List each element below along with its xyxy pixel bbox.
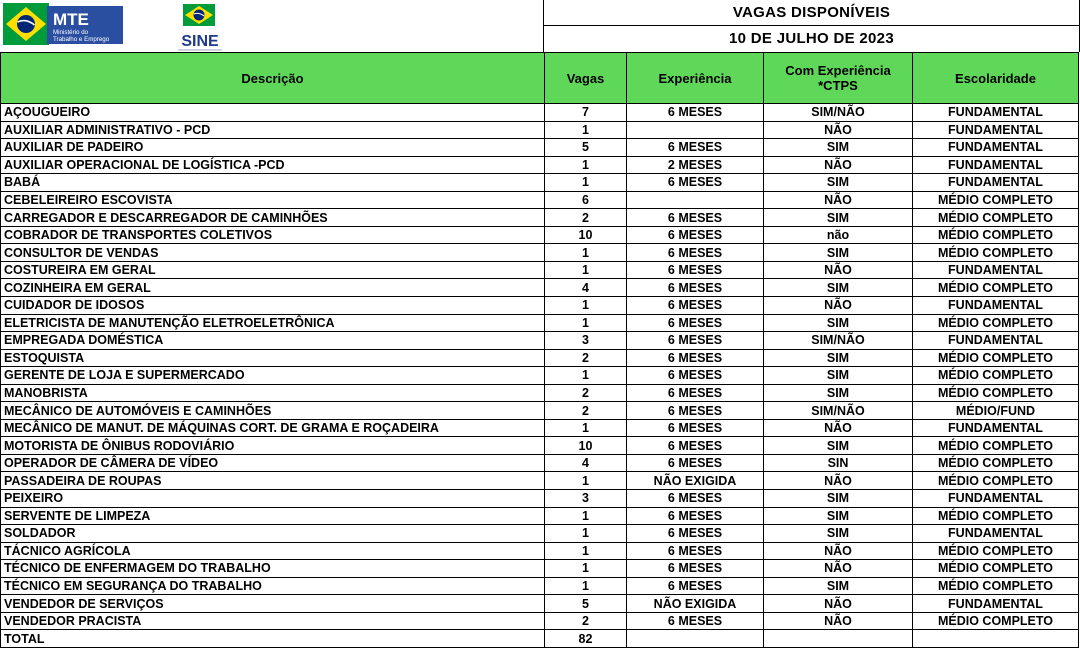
table-row <box>1 174 1079 192</box>
cell-vagas: 5 <box>545 595 627 613</box>
cell-descricao: AÇOUGUEIRO <box>1 104 545 122</box>
cell-descricao: MOTORISTA DE ÔNIBUS RODOVIÁRIO <box>1 437 545 455</box>
cell-experiencia: NÃO EXIGIDA <box>627 472 764 490</box>
cell-ctps: NÃO <box>764 612 913 630</box>
cell-descricao: CONSULTOR DE VENDAS <box>1 244 545 262</box>
brazil-flag-icon <box>183 4 215 26</box>
table-row <box>1 419 1079 437</box>
table-row <box>1 314 1079 332</box>
cell-vagas: 7 <box>545 104 627 122</box>
column-header-ctps-label: Com Experiência *CTPS <box>785 63 891 93</box>
cell-ctps: NÃO <box>764 560 913 578</box>
cell-vagas: 1 <box>545 560 627 578</box>
cell-experiencia: 6 MESES <box>627 612 764 630</box>
cell-ctps: não <box>764 226 913 244</box>
cell-escolaridade: MÉDIO COMPLETO <box>913 244 1079 262</box>
cell-experiencia: 6 MESES <box>627 174 764 192</box>
cell-ctps: SIM <box>764 244 913 262</box>
cell-experiencia <box>627 191 764 209</box>
table-body <box>1 104 1079 648</box>
cell-descricao: MECÂNICO DE MANUT. DE MÁQUINAS CORT. DE GRAMA E ROÇADEIRA <box>1 419 545 437</box>
table-row <box>1 156 1079 174</box>
cell-descricao: ESTOQUISTA <box>1 349 545 367</box>
table-row <box>1 226 1079 244</box>
total-empty-cell <box>627 630 764 648</box>
cell-escolaridade: FUNDAMENTAL <box>913 332 1079 350</box>
cell-ctps: NÃO <box>764 542 913 560</box>
table-row <box>1 121 1079 139</box>
cell-descricao: SERVENTE DE LIMPEZA <box>1 507 545 525</box>
cell-vagas: 3 <box>545 490 627 508</box>
cell-experiencia: 6 MESES <box>627 367 764 385</box>
cell-descricao: PASSADEIRA DE ROUPAS <box>1 472 545 490</box>
cell-experiencia: 6 MESES <box>627 209 764 227</box>
vacancies-table <box>0 52 1079 648</box>
cell-ctps: SIM <box>764 437 913 455</box>
table-row <box>1 454 1079 472</box>
cell-escolaridade: MÉDIO COMPLETO <box>913 279 1079 297</box>
cell-vagas: 4 <box>545 454 627 472</box>
cell-experiencia: 6 MESES <box>627 454 764 472</box>
cell-ctps: SIM <box>764 384 913 402</box>
cell-ctps: NÃO <box>764 297 913 315</box>
cell-vagas: 1 <box>545 174 627 192</box>
cell-escolaridade: MÉDIO COMPLETO <box>913 454 1079 472</box>
column-header-ctps <box>764 53 913 104</box>
cell-escolaridade: FUNDAMENTAL <box>913 104 1079 122</box>
cell-experiencia: 2 MESES <box>627 156 764 174</box>
cell-escolaridade: FUNDAMENTAL <box>913 139 1079 157</box>
cell-vagas: 2 <box>545 612 627 630</box>
column-header-escolaridade: Escolaridade <box>913 53 1079 104</box>
table-row <box>1 367 1079 385</box>
cell-escolaridade: MÉDIO COMPLETO <box>913 226 1079 244</box>
total-empty-cell <box>913 630 1079 648</box>
cell-vagas: 5 <box>545 139 627 157</box>
cell-escolaridade: MÉDIO COMPLETO <box>913 191 1079 209</box>
cell-escolaridade: MÉDIO COMPLETO <box>913 612 1079 630</box>
cell-ctps: SIM <box>764 525 913 543</box>
cell-escolaridade: MÉDIO COMPLETO <box>913 384 1079 402</box>
cell-experiencia: 6 MESES <box>627 139 764 157</box>
cell-descricao: CARREGADOR E DESCARREGADOR DE CAMINHÕES <box>1 209 545 227</box>
cell-ctps: SIM/NÃO <box>764 402 913 420</box>
cell-vagas: 2 <box>545 349 627 367</box>
cell-vagas: 1 <box>545 156 627 174</box>
cell-vagas: 1 <box>545 121 627 139</box>
cell-experiencia: 6 MESES <box>627 349 764 367</box>
cell-ctps: SIN <box>764 454 913 472</box>
cell-experiencia: 6 MESES <box>627 525 764 543</box>
mte-logo <box>3 3 123 45</box>
cell-experiencia: 6 MESES <box>627 560 764 578</box>
cell-descricao: COBRADOR DE TRANSPORTES COLETIVOS <box>1 226 545 244</box>
cell-ctps: NÃO <box>764 191 913 209</box>
cell-experiencia: NÃO EXIGIDA <box>627 595 764 613</box>
cell-escolaridade: MÉDIO COMPLETO <box>913 560 1079 578</box>
cell-ctps: SIM <box>764 174 913 192</box>
table-row <box>1 261 1079 279</box>
cell-descricao: TÉCNICO DE ENFERMAGEM DO TRABALHO <box>1 560 545 578</box>
table-row <box>1 384 1079 402</box>
total-empty-cell <box>764 630 913 648</box>
cell-descricao: AUXILIAR OPERACIONAL DE LOGÍSTICA -PCD <box>1 156 545 174</box>
table-row <box>1 244 1079 262</box>
cell-ctps: NÃO <box>764 261 913 279</box>
cell-escolaridade: FUNDAMENTAL <box>913 156 1079 174</box>
cell-ctps: SIM/NÃO <box>764 332 913 350</box>
table-row <box>1 297 1079 315</box>
cell-ctps: NÃO <box>764 121 913 139</box>
table-row <box>1 560 1079 578</box>
cell-experiencia: 6 MESES <box>627 437 764 455</box>
cell-vagas: 1 <box>545 577 627 595</box>
cell-vagas: 2 <box>545 402 627 420</box>
cell-vagas: 2 <box>545 384 627 402</box>
mte-abbr: MTE <box>53 10 89 29</box>
cell-ctps: SIM <box>764 314 913 332</box>
cell-escolaridade: MÉDIO COMPLETO <box>913 577 1079 595</box>
cell-ctps: SIM <box>764 279 913 297</box>
cell-descricao: EMPREGADA DOMÉSTICA <box>1 332 545 350</box>
cell-vagas: 1 <box>545 542 627 560</box>
cell-vagas: 3 <box>545 332 627 350</box>
cell-descricao: TÁCNICO AGRÍCOLA <box>1 542 545 560</box>
table-row <box>1 402 1079 420</box>
cell-experiencia: 6 MESES <box>627 261 764 279</box>
table-row <box>1 490 1079 508</box>
cell-vagas: 1 <box>545 507 627 525</box>
cell-experiencia: 6 MESES <box>627 279 764 297</box>
column-header-experiencia: Experiência <box>627 53 764 104</box>
cell-vagas: 1 <box>545 525 627 543</box>
cell-escolaridade: MÉDIO COMPLETO <box>913 507 1079 525</box>
cell-ctps: NÃO <box>764 419 913 437</box>
cell-ctps: SIM <box>764 507 913 525</box>
cell-ctps: SIM <box>764 349 913 367</box>
cell-descricao: PEIXEIRO <box>1 490 545 508</box>
cell-escolaridade: FUNDAMENTAL <box>913 490 1079 508</box>
cell-ctps: SIM/NÃO <box>764 104 913 122</box>
cell-descricao: SOLDADOR <box>1 525 545 543</box>
table-row <box>1 349 1079 367</box>
cell-experiencia: 6 MESES <box>627 314 764 332</box>
cell-vagas: 2 <box>545 209 627 227</box>
table-row <box>1 279 1079 297</box>
table-row <box>1 104 1079 122</box>
table-row <box>1 191 1079 209</box>
table-row <box>1 612 1079 630</box>
cell-ctps: SIM <box>764 577 913 595</box>
cell-experiencia <box>627 121 764 139</box>
table-row <box>1 332 1079 350</box>
cell-escolaridade: MÉDIO COMPLETO <box>913 349 1079 367</box>
cell-ctps: SIM <box>764 139 913 157</box>
cell-escolaridade: MÉDIO COMPLETO <box>913 367 1079 385</box>
cell-ctps: NÃO <box>764 595 913 613</box>
cell-experiencia: 6 MESES <box>627 419 764 437</box>
cell-experiencia: 6 MESES <box>627 244 764 262</box>
cell-vagas: 1 <box>545 472 627 490</box>
cell-escolaridade: MÉDIO COMPLETO <box>913 314 1079 332</box>
cell-descricao: TÉCNICO EM SEGURANÇA DO TRABALHO <box>1 577 545 595</box>
cell-escolaridade: FUNDAMENTAL <box>913 525 1079 543</box>
cell-vagas: 1 <box>545 314 627 332</box>
cell-descricao: BABÁ <box>1 174 545 192</box>
cell-escolaridade: MÉDIO COMPLETO <box>913 209 1079 227</box>
cell-descricao: COSTUREIRA EM GERAL <box>1 261 545 279</box>
total-value: 82 <box>545 630 627 648</box>
cell-descricao: AUXILIAR DE PADEIRO <box>1 139 545 157</box>
table-row <box>1 577 1079 595</box>
table-row <box>1 525 1079 543</box>
cell-escolaridade: FUNDAMENTAL <box>913 174 1079 192</box>
cell-experiencia: 6 MESES <box>627 104 764 122</box>
cell-vagas: 1 <box>545 367 627 385</box>
page-title: VAGAS DISPONÍVEIS <box>544 0 1079 26</box>
cell-ctps: NÃO <box>764 472 913 490</box>
cell-vagas: 1 <box>545 244 627 262</box>
cell-escolaridade: FUNDAMENTAL <box>913 121 1079 139</box>
column-header-vagas: Vagas <box>545 53 627 104</box>
cell-ctps: SIM <box>764 367 913 385</box>
cell-experiencia: 6 MESES <box>627 402 764 420</box>
cell-descricao: ELETRICISTA DE MANUTENÇÃO ELETROELETRÔNICA <box>1 314 545 332</box>
cell-descricao: COZINHEIRA EM GERAL <box>1 279 545 297</box>
cell-escolaridade: FUNDAMENTAL <box>913 419 1079 437</box>
table-row <box>1 437 1079 455</box>
table-row <box>1 507 1079 525</box>
title-box <box>543 0 1080 52</box>
cell-descricao: VENDEDOR DE SERVIÇOS <box>1 595 545 613</box>
cell-descricao: MANOBRISTA <box>1 384 545 402</box>
cell-experiencia: 6 MESES <box>627 577 764 595</box>
sine-logo <box>174 2 226 52</box>
cell-escolaridade: FUNDAMENTAL <box>913 595 1079 613</box>
cell-descricao: CEBELEIREIRO ESCOVISTA <box>1 191 545 209</box>
total-row <box>1 630 1079 648</box>
cell-descricao: GERENTE DE LOJA E SUPERMERCADO <box>1 367 545 385</box>
cell-escolaridade: FUNDAMENTAL <box>913 297 1079 315</box>
sine-name: SINE <box>181 33 219 50</box>
cell-descricao: OPERADOR DE CÂMERA DE VÍDEO <box>1 454 545 472</box>
cell-vagas: 10 <box>545 226 627 244</box>
table-header-row <box>1 53 1079 104</box>
cell-descricao: AUXILIAR ADMINISTRATIVO - PCD <box>1 121 545 139</box>
cell-experiencia: 6 MESES <box>627 297 764 315</box>
logo-area <box>0 0 543 52</box>
cell-ctps: NÃO <box>764 156 913 174</box>
table-row <box>1 595 1079 613</box>
cell-descricao: CUIDADOR DE IDOSOS <box>1 297 545 315</box>
page-date: 10 DE JULHO DE 2023 <box>729 30 894 47</box>
cell-escolaridade: MÉDIO COMPLETO <box>913 437 1079 455</box>
cell-escolaridade: MÉDIO/FUND <box>913 402 1079 420</box>
cell-ctps: SIM <box>764 490 913 508</box>
cell-vagas: 10 <box>545 437 627 455</box>
table-row <box>1 139 1079 157</box>
table-row <box>1 209 1079 227</box>
cell-escolaridade: MÉDIO COMPLETO <box>913 542 1079 560</box>
cell-ctps: SIM <box>764 209 913 227</box>
cell-experiencia: 6 MESES <box>627 542 764 560</box>
cell-experiencia: 6 MESES <box>627 490 764 508</box>
cell-vagas: 6 <box>545 191 627 209</box>
cell-experiencia: 6 MESES <box>627 384 764 402</box>
table-row <box>1 472 1079 490</box>
mte-line2: Trabalho e Emprego <box>53 36 110 43</box>
cell-experiencia: 6 MESES <box>627 226 764 244</box>
cell-descricao: MECÂNICO DE AUTOMÓVEIS E CAMINHÕES <box>1 402 545 420</box>
mte-line1: Ministério do <box>53 29 89 36</box>
cell-experiencia: 6 MESES <box>627 332 764 350</box>
column-header-descricao: Descrição <box>1 53 545 104</box>
cell-vagas: 4 <box>545 279 627 297</box>
cell-escolaridade: FUNDAMENTAL <box>913 261 1079 279</box>
total-label: TOTAL <box>1 630 545 648</box>
cell-vagas: 1 <box>545 419 627 437</box>
cell-experiencia: 6 MESES <box>627 507 764 525</box>
cell-vagas: 1 <box>545 297 627 315</box>
cell-descricao: VENDEDOR PRACISTA <box>1 612 545 630</box>
table-row <box>1 542 1079 560</box>
cell-vagas: 1 <box>545 261 627 279</box>
cell-escolaridade: MÉDIO COMPLETO <box>913 472 1079 490</box>
